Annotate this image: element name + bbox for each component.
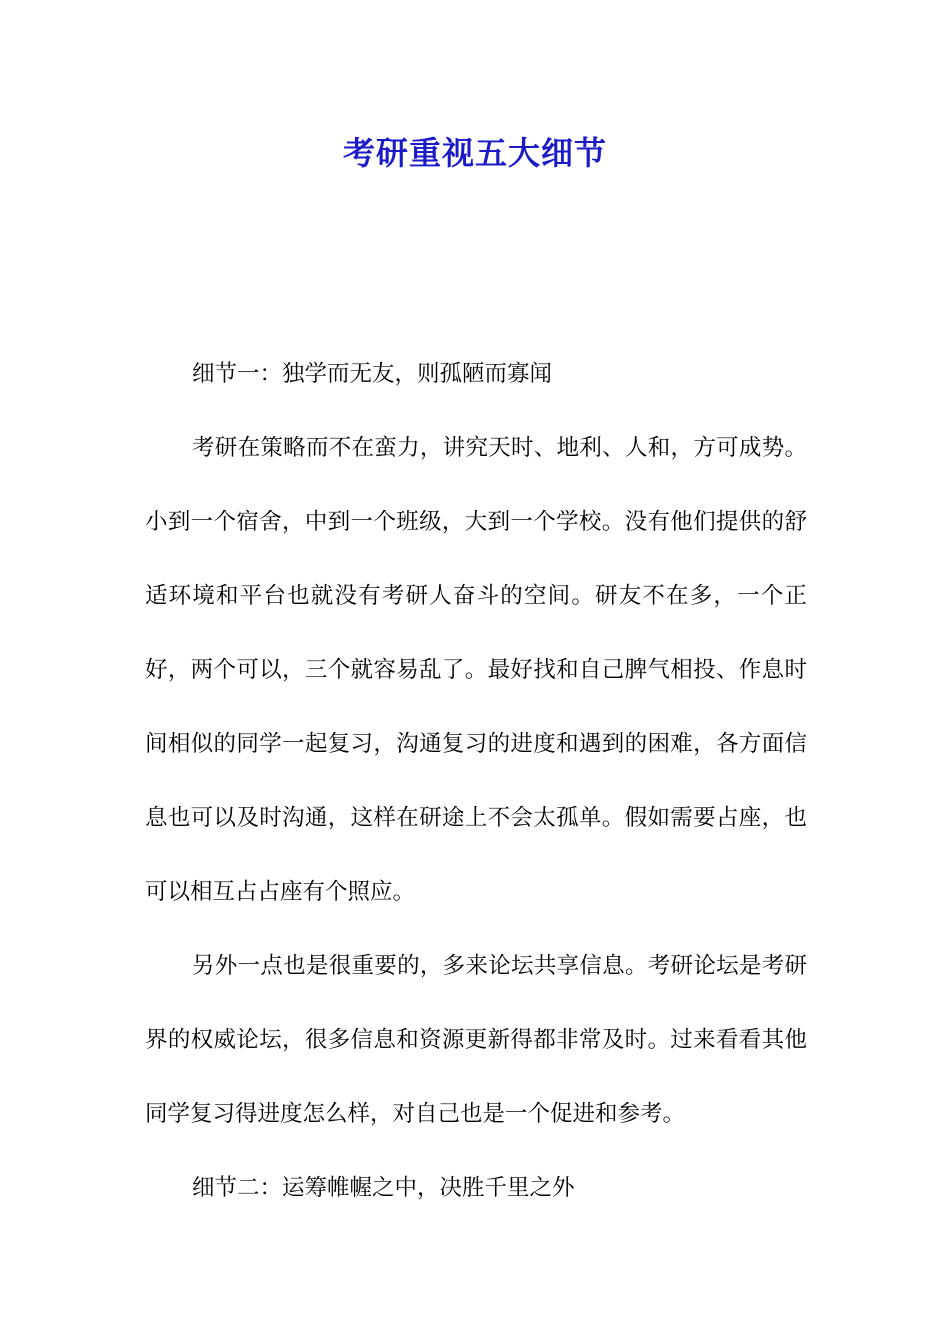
section-heading-1: 细节一：独学而无友，则孤陋而寡闻 <box>192 361 553 387</box>
document-body <box>145 337 807 1225</box>
body-paragraph-2: 另外一点也是很重要的，多来论坛共享信息。考研论坛是考研界的权威论坛，很多信息和资源更新得都非常及时。过来看看其他同学复习得进度怎么样，对自己也是一个促进和参考。 <box>145 953 807 1127</box>
section-heading-2: 细节二：运筹帷幄之中，决胜千里之外 <box>192 1175 575 1201</box>
document-title: 考研重视五大细节 <box>342 134 607 172</box>
body-paragraph-1: 考研在策略而不在蛮力，讲究天时、地利、人和，方可成势。小到一个宿舍，中到一个班级，大到一个学校。没有他们提供的舒适环境和平台也就没有考研人奋斗的空间。研友不在多，一个正好，两个可以，三个就容易乱了。最好找和自己脾气相投、作息时间相似的同学一起复习，沟通复习的进度和遇到的困难，各方面信息也可以及时沟通，这样在研途上不会太孤单。假如需要占座，也可以相互占占座有个照应。 <box>145 435 807 905</box>
